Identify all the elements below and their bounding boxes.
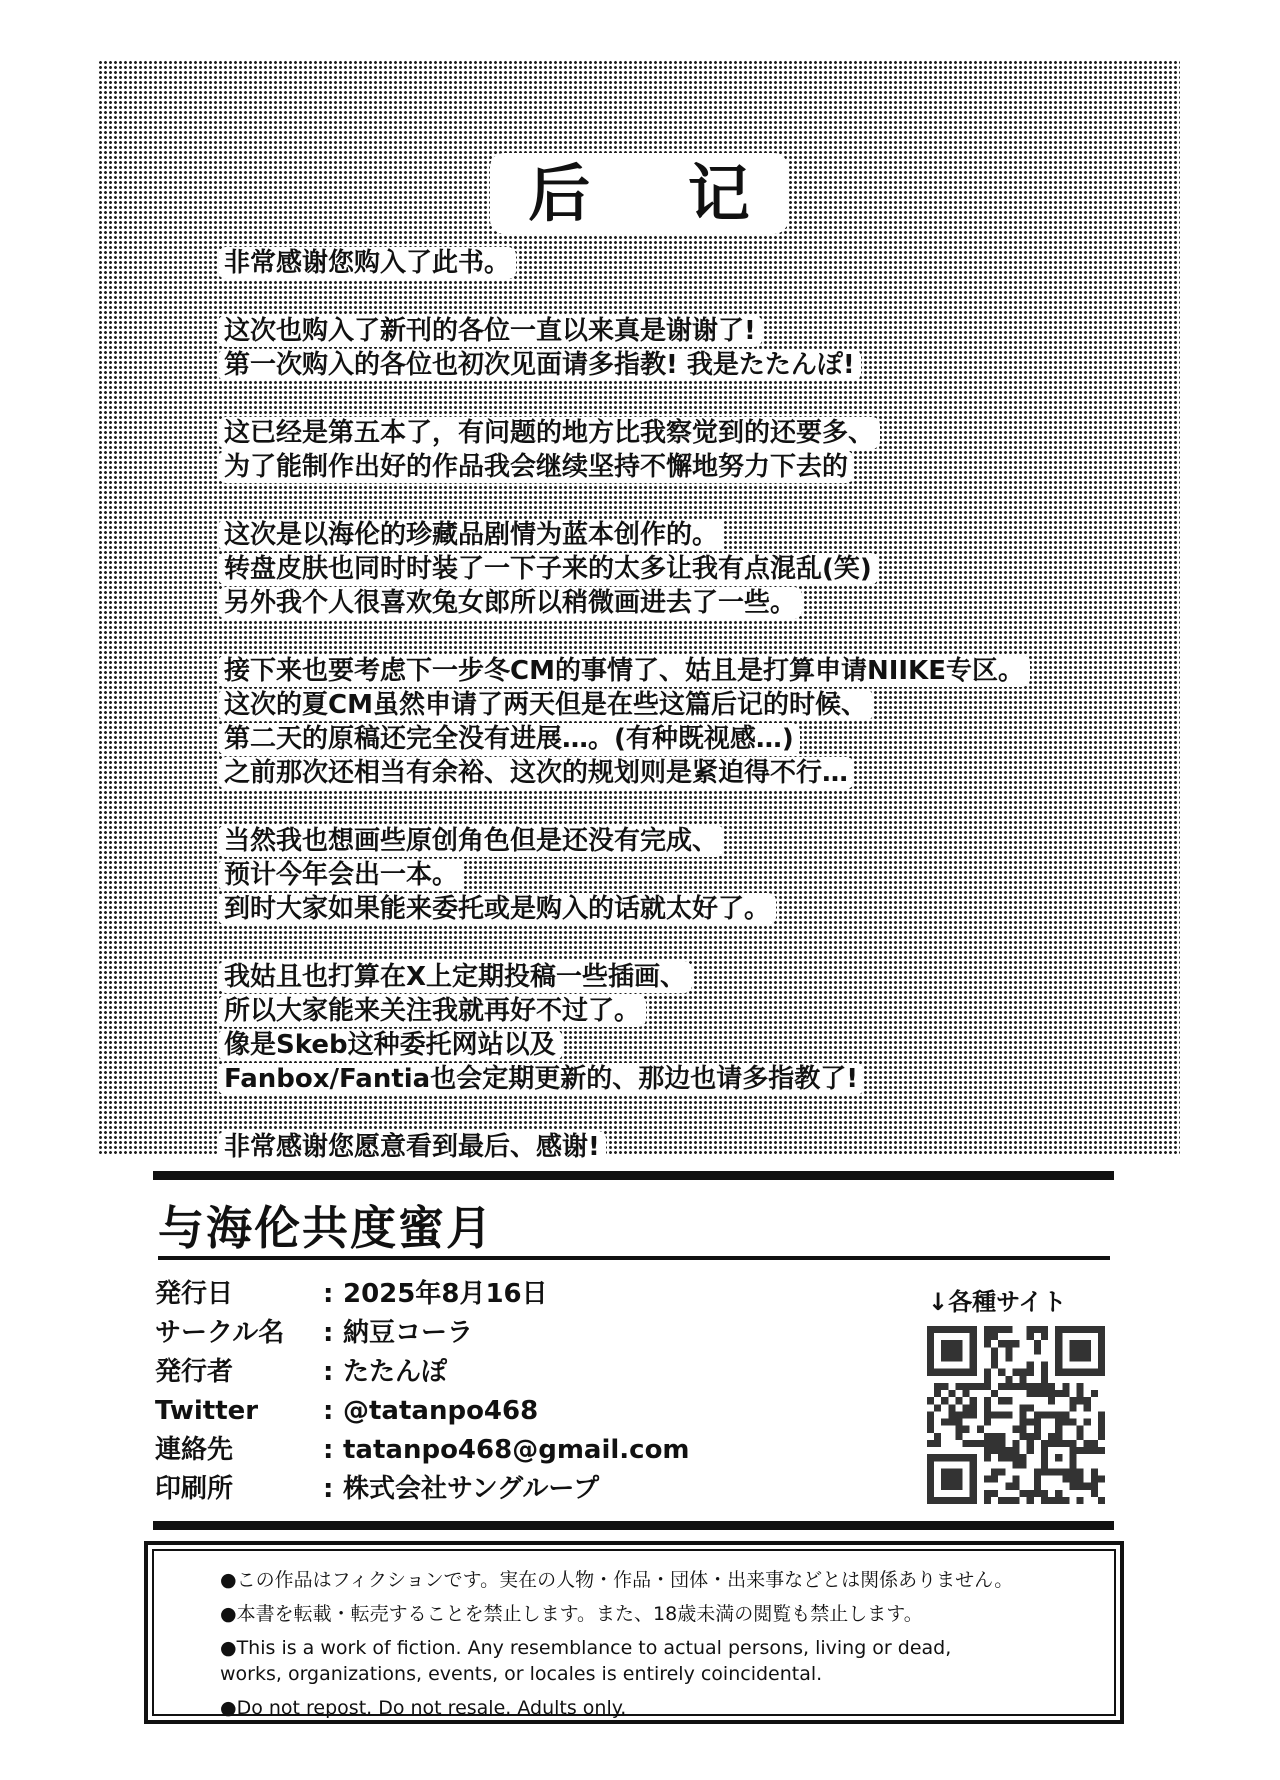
qr-module [984,1376,991,1383]
qr-module [1034,1340,1041,1347]
qr-module [955,1397,962,1404]
qr-code[interactable] [927,1326,1105,1504]
afterword-line: 之前那次还相当有余裕、这次的规划则是紧迫得不行… [218,756,1030,790]
afterword-line: 转盘皮肤也同时时装了一下子来的太多让我有点混乱(笑) [218,552,1030,586]
qr-module [1062,1497,1069,1504]
qr-module [984,1369,991,1376]
qr-module [991,1433,998,1440]
qr-module [1098,1497,1105,1504]
divider-thin [158,1256,1110,1260]
colophon-row [155,1314,690,1353]
qr-module [1012,1440,1019,1447]
qr-module [1005,1326,1012,1333]
qr-module [1041,1383,1048,1390]
qr-module [1091,1483,1098,1490]
qr-module [955,1433,962,1440]
qr-module [1048,1397,1055,1404]
qr-module [1091,1390,1098,1397]
qr-module [970,1404,977,1411]
qr-module [927,1419,934,1426]
qr-module [1098,1419,1105,1426]
qr-module [984,1326,991,1333]
qr-module [1034,1326,1041,1333]
qr-module [984,1397,991,1404]
qr-module [955,1383,962,1390]
qr-module [1084,1397,1091,1404]
afterword-line: 像是Skeb这种委托网站以及 [218,1028,1030,1062]
qr-module [984,1383,991,1390]
qr-module [1069,1483,1076,1490]
qr-module [1020,1426,1027,1433]
qr-module [948,1390,955,1397]
qr-module [1069,1397,1076,1404]
qr-module [970,1383,977,1390]
qr-module [998,1468,1005,1475]
qr-module [1055,1426,1062,1433]
qr-module [1027,1433,1034,1440]
qr-module [1027,1404,1034,1411]
qr-module [1055,1390,1062,1397]
qr-module [1020,1411,1027,1418]
qr-module [1012,1476,1019,1483]
qr-module [1048,1497,1055,1504]
qr-module [970,1411,977,1418]
qr-module [1084,1404,1091,1411]
qr-module [1012,1383,1019,1390]
qr-module [1098,1411,1105,1418]
qr-module [1084,1440,1091,1447]
qr-module [1055,1419,1062,1426]
row-label: 連絡先 [155,1435,234,1465]
divider-thick-bottom [153,1521,1114,1530]
qr-module [1027,1333,1034,1340]
disclaimer-line: ●本書を転載・転売することを禁止します。また、18歳未満の閲覧も禁止します。 [220,1603,923,1625]
afterword-line: 接下来也要考虑下一步冬CM的事情了、姑且是打算申请NIIKE专区。 [218,654,1030,688]
qr-module [963,1383,970,1390]
afterword-panel [98,60,1180,1162]
qr-module [977,1426,984,1433]
qr-module [1012,1497,1019,1504]
qr-module [1012,1447,1019,1454]
qr-module [934,1440,941,1447]
qr-module [1020,1376,1027,1383]
qr-module [991,1447,998,1454]
qr-module [1034,1468,1041,1475]
qr-module [963,1404,970,1411]
qr-module [1048,1411,1055,1418]
qr-module [1005,1497,1012,1504]
qr-module [963,1426,970,1433]
colophon-info [155,1275,690,1509]
qr-module [1041,1333,1048,1340]
qr-module [998,1440,1005,1447]
row-colon: : [323,1396,334,1426]
qr-module [927,1397,934,1404]
qr-module [998,1383,1005,1390]
qr-module [991,1347,998,1354]
qr-module [991,1326,998,1333]
qr-module [1027,1419,1034,1426]
qr-module [1069,1476,1076,1483]
afterword-line: 为了能制作出好的作品我会继续坚持不懈地努力下去的 [218,450,1030,484]
qr-module [1020,1383,1027,1390]
qr-module [934,1383,941,1390]
qr-module [1020,1433,1027,1440]
disclaimer-line: ●この作品はフィクションです。実在の人物・作品・団体・出来事などとは関係ありません。 [220,1569,1014,1591]
qr-module [1091,1490,1098,1497]
qr-module [1048,1383,1055,1390]
qr-module [1077,1433,1084,1440]
row-value: 株式会社サングループ [343,1474,600,1504]
qr-module [998,1433,1005,1440]
qr-module [998,1454,1005,1461]
qr-module [1005,1397,1012,1404]
qr-module [1098,1447,1105,1454]
afterword-line: Fanbox/Fantia也会定期更新的、那边也请多指教了! [218,1062,1030,1096]
qr-module [948,1419,955,1426]
qr-module [1034,1483,1041,1490]
qr-module [1005,1376,1012,1383]
afterword-line: 这次是以海伦的珍藏品剧情为蓝本创作的。 [218,518,1030,552]
qr-module [970,1440,977,1447]
qr-module [1084,1447,1091,1454]
colophon-row [155,1392,690,1431]
qr-module [927,1411,934,1418]
row-value: 2025年8月16日 [343,1279,548,1309]
qr-module [963,1390,970,1397]
row-value: @tatanpo468 [343,1396,539,1426]
qr-module [1077,1447,1084,1454]
qr-module [934,1404,941,1411]
qr-module [1055,1454,1062,1461]
qr-module [1034,1476,1041,1483]
qr-module [1077,1383,1084,1390]
qr-module [1012,1426,1019,1433]
row-label: Twitter [155,1396,259,1426]
qr-module [955,1411,962,1418]
row-value: たたんぽ [343,1357,448,1387]
qr-module [1034,1347,1041,1354]
qr-module [955,1419,962,1426]
qr-module [991,1468,998,1475]
disclaimer-box [144,1541,1124,1724]
qr-module [1077,1468,1084,1475]
colophon-row [155,1470,690,1509]
afterword-line: 这次也购入了新刊的各位一直以来真是谢谢了! [218,314,1030,348]
qr-module [1041,1490,1048,1497]
qr-module [1020,1369,1027,1376]
qr-module [1048,1390,1055,1397]
qr-label: ↓各種サイト [928,1288,1067,1316]
qr-module [1077,1483,1084,1490]
qr-module [934,1390,941,1397]
afterword-line: 这已经是第五本了，有问题的地方比我察觉到的还要多、 [218,416,1030,450]
qr-module [1027,1390,1034,1397]
afterword-line: 第二天的原稿还完全没有进展…。(有种既视感…) [218,722,1030,756]
qr-module [955,1426,962,1433]
qr-module [1055,1497,1062,1504]
qr-module [1034,1419,1041,1426]
qr-module [998,1340,1005,1347]
qr-module [1027,1490,1034,1497]
qr-module [1012,1461,1019,1468]
qr-module [1041,1390,1048,1397]
qr-module [1034,1390,1041,1397]
afterword-line: 非常感谢您愿意看到最后、感谢! [218,1130,1030,1164]
qr-module [934,1433,941,1440]
qr-module [1077,1426,1084,1433]
qr-module [941,1340,962,1361]
qr-module [1020,1454,1027,1461]
qr-module [984,1454,991,1461]
qr-module [1098,1433,1105,1440]
qr-module [984,1411,991,1418]
qr-module [1041,1326,1048,1333]
qr-module [1062,1419,1069,1426]
qr-module [1034,1433,1041,1440]
colophon-row [155,1431,690,1470]
qr-module [941,1383,948,1390]
qr-module [984,1333,991,1340]
qr-module [998,1369,1005,1376]
qr-module [941,1419,948,1426]
qr-module [1098,1426,1105,1433]
qr-module [1020,1404,1027,1411]
afterword-line: 所以大家能来关注我就再好不过了。 [218,994,1030,1028]
qr-module [998,1326,1005,1333]
qr-module [984,1476,991,1483]
qr-module [1069,1404,1076,1411]
row-label: 発行者 [155,1357,234,1387]
qr-module [1055,1433,1062,1440]
row-value: 納豆コーラ [343,1318,474,1348]
row-value: tatanpo468@gmail.com [343,1435,690,1465]
divider-thick-top [153,1171,1114,1180]
row-colon: : [323,1474,334,1504]
qr-module [1041,1376,1048,1383]
qr-module [1034,1426,1041,1433]
qr-module [1034,1383,1041,1390]
row-colon: : [323,1357,334,1387]
qr-module [963,1411,970,1418]
qr-module [1041,1369,1048,1376]
qr-module [991,1440,998,1447]
qr-module [1091,1476,1098,1483]
qr-module [1027,1447,1034,1454]
qr-module [1077,1497,1084,1504]
qr-module [991,1354,998,1361]
qr-module [1005,1454,1012,1461]
row-colon: : [323,1435,334,1465]
qr-module [984,1490,991,1497]
qr-module [1091,1468,1098,1475]
qr-module [1027,1362,1034,1369]
qr-module [1041,1411,1048,1418]
qr-module [1027,1326,1034,1333]
qr-module [1077,1476,1084,1483]
qr-module [1041,1497,1048,1504]
qr-module [1012,1340,1019,1347]
qr-module [998,1397,1005,1404]
afterword-line: 非常感谢您购入了此书。 [218,246,1030,280]
qr-module [1062,1411,1069,1418]
qr-module [1027,1497,1034,1504]
afterword-line: 第一次购入的各位也初次见面请多指教! 我是たたんぽ! [218,348,1030,382]
qr-module [970,1397,977,1404]
qr-module [1005,1340,1012,1347]
qr-module [1098,1476,1105,1483]
qr-module [1027,1369,1034,1376]
qr-module [991,1333,998,1340]
qr-module [1069,1340,1090,1361]
qr-module [984,1440,991,1447]
qr-module [984,1419,991,1426]
afterword-body [218,246,1030,1164]
qr-module [984,1433,991,1440]
qr-module [948,1404,955,1411]
qr-module [1005,1483,1012,1490]
qr-module [963,1440,970,1447]
row-colon: : [323,1318,334,1348]
qr-module [991,1390,998,1397]
colophon-row [155,1275,690,1314]
qr-module [1034,1490,1041,1497]
afterword-line: 预计今年会出一本。 [218,858,1030,892]
qr-module [1055,1490,1062,1497]
qr-module [977,1440,984,1447]
disclaimer-line: ●This is a work of fiction. Any resemblance to actual persons, living or dead, works, organizations, events, or locales is entirely coincidental. [220,1637,952,1685]
afterword-line: 这次的夏CM虽然申请了两天但是在些这篇后记的时候、 [218,688,1030,722]
afterword-line: 当然我也想画些原创角色但是还没有完成、 [218,824,1030,858]
qr-module [998,1497,1005,1504]
afterword-line: 另外我个人很喜欢兔女郎所以稍微画进去了一些。 [218,586,1030,620]
qr-module [927,1426,934,1433]
qr-module [1048,1433,1055,1440]
qr-module [1005,1354,1012,1361]
row-colon: : [323,1279,334,1309]
qr-module [1005,1347,1012,1354]
qr-module [1020,1461,1027,1468]
qr-module [1077,1390,1084,1397]
qr-module [1062,1390,1069,1397]
colophon-row [155,1353,690,1392]
qr-module [948,1411,955,1418]
book-title: 与海伦共度蜜月 [158,1201,494,1255]
qr-module [1062,1476,1069,1483]
qr-module [984,1404,991,1411]
qr-module [977,1383,984,1390]
qr-module [1012,1369,1019,1376]
qr-module [1062,1383,1069,1390]
qr-module [991,1411,998,1418]
qr-module [1012,1483,1019,1490]
row-label: 印刷所 [155,1474,234,1504]
qr-module [1005,1447,1012,1454]
qr-module [984,1447,991,1454]
qr-module [1084,1419,1091,1426]
qr-module [941,1468,962,1489]
qr-module [1091,1440,1098,1447]
qr-module [1091,1447,1098,1454]
qr-module [1034,1411,1041,1418]
row-label: サークル名 [155,1318,285,1348]
disclaimer-text [220,1567,1013,1729]
qr-module [1084,1483,1091,1490]
qr-module [1027,1440,1034,1447]
qr-module [1055,1411,1062,1418]
afterword-title: 后 记 [98,144,1180,233]
qr-module [941,1397,948,1404]
qr-module [998,1411,1005,1418]
qr-module [984,1340,991,1347]
qr-module [927,1440,934,1447]
qr-module [1005,1383,1012,1390]
qr-module [1020,1490,1027,1497]
qr-module [1077,1397,1084,1404]
qr-module [984,1497,991,1504]
qr-module [991,1476,998,1483]
qr-module [991,1490,998,1497]
qr-module [998,1447,1005,1454]
qr-module [1041,1362,1048,1369]
qr-module [1027,1383,1034,1390]
qr-module [1012,1454,1019,1461]
qr-module [991,1362,998,1369]
afterword-line: 到时大家如果能来委托或是购入的话就太好了。 [218,892,1030,926]
afterword-line: 我姑且也打算在X上定期投稿一些插画、 [218,960,1030,994]
row-label: 発行日 [155,1279,234,1309]
qr-module [1005,1411,1012,1418]
qr-module [1069,1419,1076,1426]
qr-module [1020,1419,1027,1426]
disclaimer-line: ●Do not repost. Do not resale. Adults only. [220,1697,627,1719]
